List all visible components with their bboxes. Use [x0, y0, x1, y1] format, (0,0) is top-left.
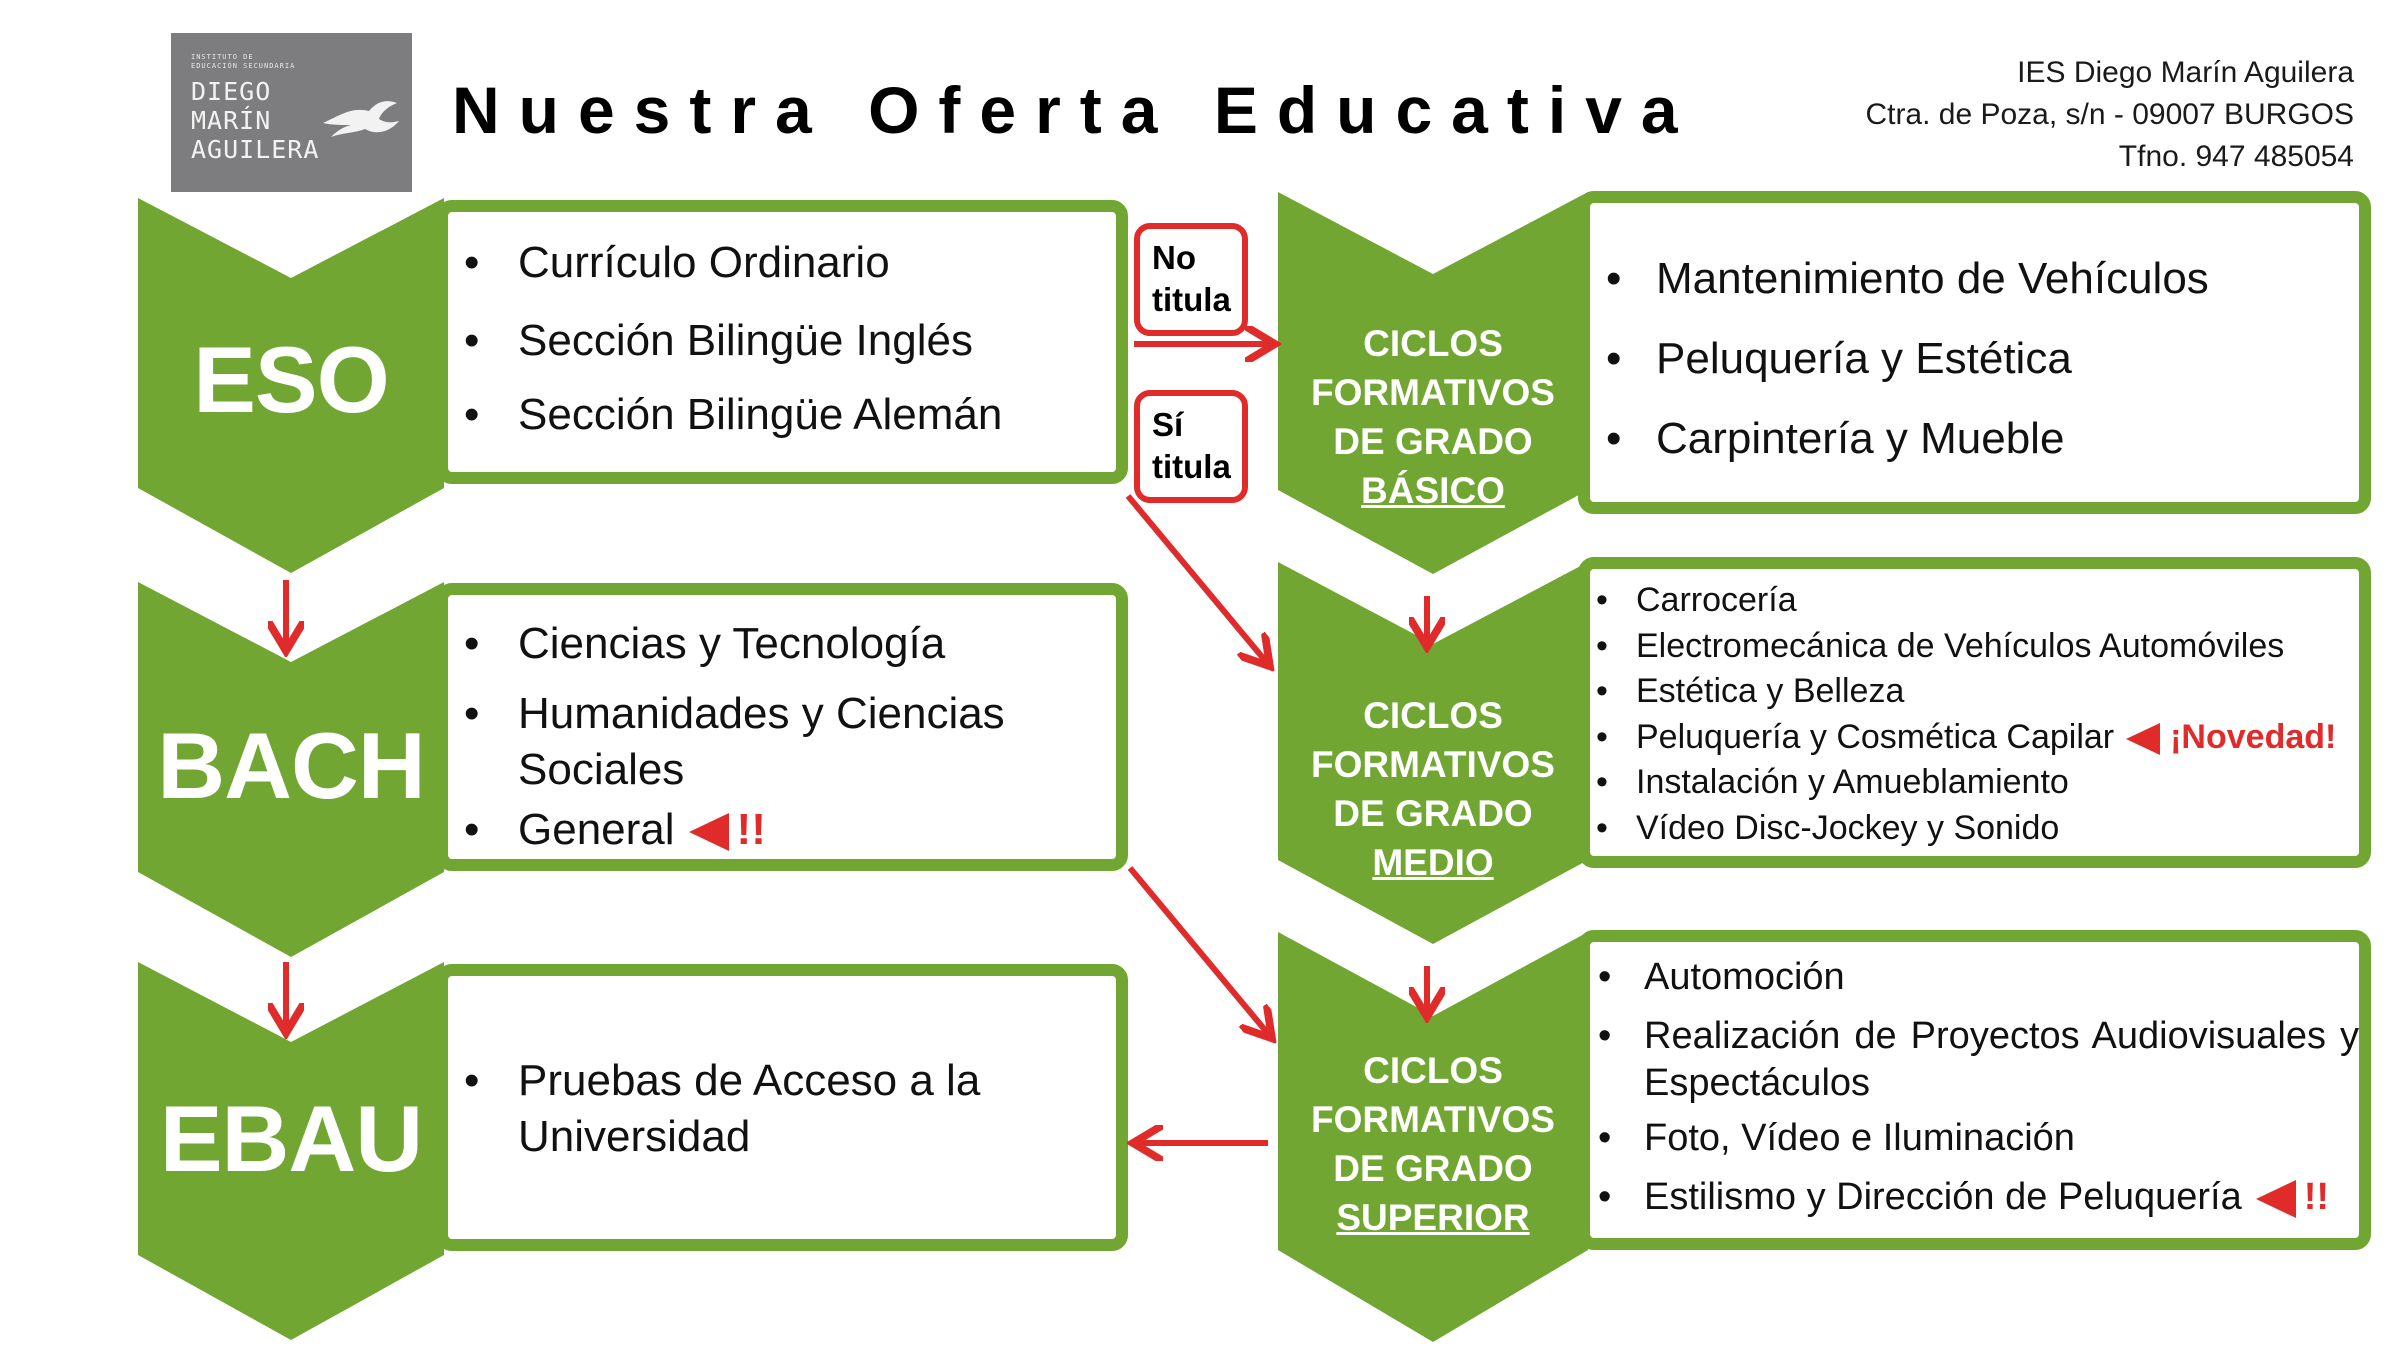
si-titula-box: Sí titula [1134, 390, 1248, 503]
logo-line-2: EDUCACIÓN SECUNDARIA [191, 62, 296, 70]
bach-label: BACH [157, 713, 425, 818]
list-item: • General !! [448, 804, 1116, 856]
cf-superior-label: CICLOS FORMATIVOS DE GRADO SUPERIOR [1311, 1050, 1555, 1238]
list-item: • Pruebas de Acceso a la Universidad [448, 1053, 1116, 1165]
list-item: • Foto, Vídeo e Iluminación [1590, 1115, 2359, 1162]
eso-label: ESO [193, 327, 389, 432]
page-title: Nuestra Oferta Educativa [452, 73, 1697, 147]
alert-marker: !! [2303, 1176, 2330, 1218]
logo-name-2: MARÍN [191, 106, 272, 135]
ebau-label: EBAU [159, 1086, 423, 1191]
arrow-bach-superior [1130, 868, 1270, 1036]
logo-name-1: DIEGO [191, 77, 272, 106]
list-item: • Estilismo y Dirección de Peluquería !! [1590, 1174, 2359, 1221]
list-item: • Vídeo Disc-Jockey y Sonido [1590, 806, 2359, 852]
school-address: Ctra. de Poza, s/n - 09007 BURGOS [1865, 98, 2354, 131]
logo-name-3: AGUILERA [191, 135, 320, 164]
novedad-badge: ¡Novedad! [2170, 717, 2337, 756]
arrow-si-titula [1128, 496, 1268, 664]
list-item: • Realización de Proyectos Audiovisuales y Espectáculos [1590, 1013, 2359, 1107]
school-name: IES Diego Marín Aguilera [2017, 56, 2354, 89]
list-item: • Electromecánica de Vehículos Automóviles [1590, 624, 2359, 670]
no-titula-box: No titula [1134, 223, 1248, 336]
alert-marker: !! [736, 805, 766, 854]
list-item: • Automoción [1590, 954, 2359, 1001]
list-item: • Ciencias y Tecnología [448, 618, 1116, 670]
list-item: • Peluquería y Estética [1590, 333, 2359, 385]
list-item: • Currículo Ordinario [448, 237, 1116, 289]
cf-medio-label: CICLOS FORMATIVOS DE GRADO MEDIO [1311, 695, 1555, 883]
logo-line-1: INSTITUTO DE [191, 53, 254, 61]
list-item: • Estética y Belleza [1590, 669, 2359, 715]
list-item: • Sección Bilingüe Alemán [448, 389, 1116, 441]
school-phone: Tfno. 947 485054 [2118, 140, 2354, 173]
list-item: • Mantenimiento de Vehículos [1590, 253, 2359, 305]
cf-basico-label: CICLOS FORMATIVOS DE GRADO BÁSICO [1311, 323, 1555, 511]
list-item: • Carpintería y Mueble [1590, 413, 2359, 465]
list-item: • Instalación y Amueblamiento [1590, 760, 2359, 806]
list-item: • Carrocería [1590, 578, 2359, 624]
list-item: • Humanidades y Ciencias Sociales [448, 686, 1116, 798]
list-item: • Peluquería y Cosmética Capilar ¡Novedad! [1590, 715, 2359, 761]
list-item: • Sección Bilingüe Inglés [448, 315, 1116, 367]
